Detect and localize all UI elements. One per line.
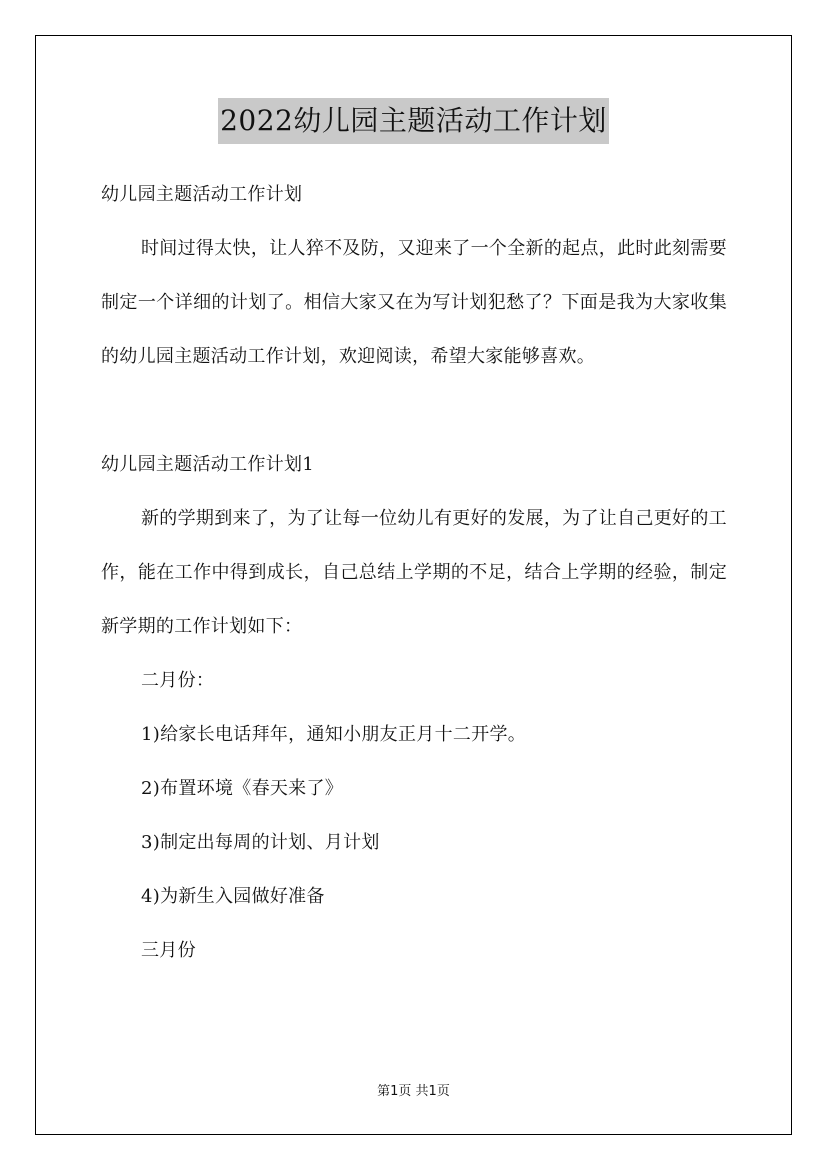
month-february: 二月份： [141,670,215,691]
section-heading: 幼儿园主题活动工作计划1 [101,454,315,475]
spacer [101,384,727,438]
document-body [101,168,727,978]
month-march: 三月份 [141,940,196,961]
list-item: 1)给家长电话拜年，通知小朋友正月十二开学。 [141,724,527,745]
title-container [0,98,827,144]
intro-heading: 幼儿园主题活动工作计划 [101,184,303,205]
list-item: 3)制定出每周的计划、月计划 [141,832,380,853]
section-paragraph: 新的学期到来了，为了让每一位幼儿有更好的发展，为了让自己更好的工作，能在工作中得到成长，自己总结上学期的不足，结合上学期的经验，制定新学期的工作计划如下： [101,508,727,637]
intro-paragraph: 时间过得太快，让人猝不及防，又迎来了一个全新的起点，此时此刻需要制定一个详细的计划了。相信大家又在为写计划犯愁了？下面是我为大家收集的幼儿园主题活动工作计划，欢迎阅读，希望大家能够喜欢。 [101,238,727,367]
list-item: 2)布置环境《春天来了》 [141,778,344,799]
list-item: 4)为新生入园做好准备 [141,886,325,907]
page-footer: 第1页 共1页 [377,1084,450,1099]
document-title: 2022幼儿园主题活动工作计划 [218,98,609,144]
